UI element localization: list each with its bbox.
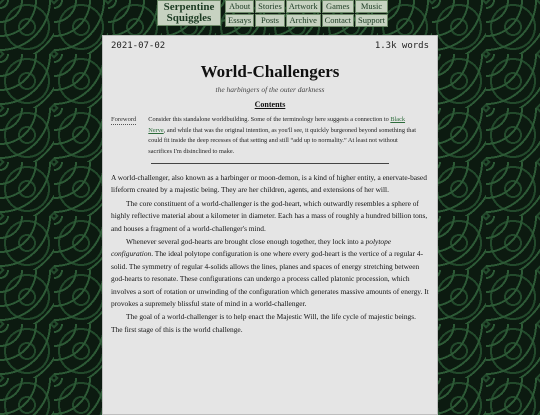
paragraph-3 — [111, 236, 429, 310]
nav-archive[interactable]: Archive — [286, 14, 321, 27]
site-logo[interactable] — [157, 0, 221, 26]
nav-contact[interactable]: Contact — [322, 14, 354, 27]
foreword-text-after: , and while that was the original intention, as you'll see, it quickly burgeoned beyond something that could fit inside the deep recesses of that setting and still “add up to normality.” At least not without sacrifices I'm disinclined to make. — [148, 126, 416, 155]
section-divider — [151, 163, 389, 164]
article-body — [111, 172, 429, 336]
paragraph-4: The goal of a world-challenger is to help enact the Majestic Will, the life cycle of majestic beings. The first stage of this is the world challenge. — [111, 312, 416, 334]
nav-stories[interactable]: Stories — [255, 0, 285, 13]
contents-link[interactable]: Contents — [254, 100, 286, 109]
paragraph-3-after: . The ideal polytope configuration is one where every god-heart is the vertice of a regular 4-solid. The symmetry of regular 4-solids allows the lines, planes and spaces of energy stretching between god-hearts to resonate. These configurations can undergo a process called platonic procession, which involves a sort of rotation or unwinding of the configuration which generates massive amounts of energy. It provokes a supremely blissful state of mind in a world-challenger. — [111, 249, 429, 309]
paragraph-1: A world-challenger, also known as a harbinger or moon-demon, is a kind of higher entity, a enervate-based lifeform created by a majestic being. They are her children, agents, and extensions of her will. — [111, 173, 427, 195]
article-title: World-Challengers — [200, 62, 340, 81]
nav-grid — [225, 0, 388, 27]
word-count: 1.3k words — [374, 41, 429, 51]
nav-posts[interactable]: Posts — [255, 14, 285, 27]
paragraph-2: The core constituent of a world-challenger is the god-heart, which outwardly resembles a sphere of highly reflective material about a kilometer in diameter. Each has a mass of roughly a hundred billion tons, and houses a fragment of a world-challenger's mind. — [111, 198, 428, 233]
foreword-label: Foreword — [111, 116, 137, 123]
nav-artwork[interactable]: Artwork — [286, 0, 321, 13]
nav-games[interactable]: Games — [322, 0, 354, 13]
nav-music[interactable]: Music — [355, 0, 388, 13]
publish-date: 2021-07-02 — [111, 41, 166, 51]
top-navigation — [157, 0, 388, 27]
nav-about[interactable]: About — [225, 0, 254, 13]
paragraph-3-before: Whenever several god-hearts are brought close enough together, they lock into a — [126, 237, 366, 247]
article-subtitle: the harbingers of the outer darkness — [215, 85, 325, 94]
article-meta — [111, 41, 429, 51]
nav-essays[interactable]: Essays — [225, 14, 254, 27]
black-nerve-link[interactable]: Black Nerve — [148, 116, 406, 134]
article-card — [102, 35, 438, 415]
site-name-line1: Serpentine — [163, 1, 215, 13]
nav-support[interactable]: Support — [355, 14, 388, 27]
foreword-text-before: Consider this standalone worldbuilding. Some of the terminology here suggests a connection to — [148, 116, 391, 123]
foreword-text — [148, 115, 419, 157]
paragraph-3-emphasis: polytope configuration — [111, 237, 392, 259]
site-name-line2: Squiggles — [166, 12, 212, 24]
foreword-section — [111, 115, 419, 157]
